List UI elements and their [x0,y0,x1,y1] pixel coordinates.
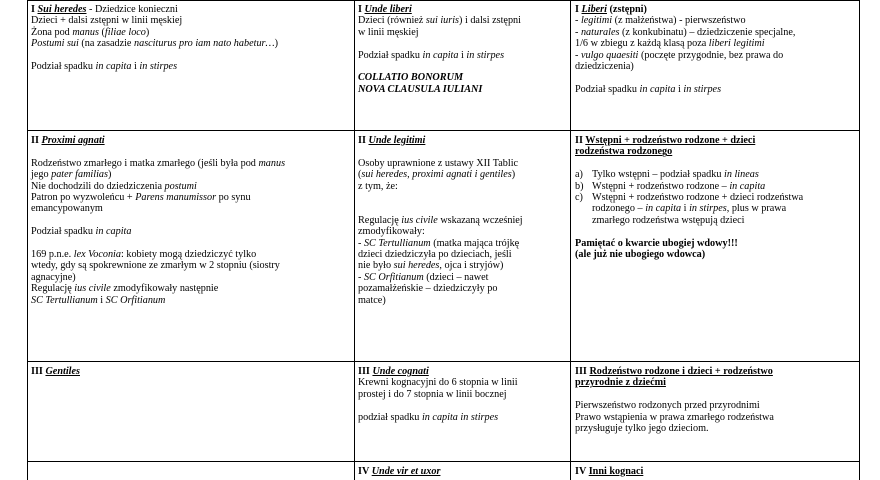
cell-unde-liberi: I Unde liberi Dzieci (również sui iuris) i dalsi zstępni w linii męskiej Podział spadku in capita i in stirpes COLLATIO BONORUM NOVA CLAUSULA IULIANI [358,4,521,95]
list-item: a) Tylko wstępni – podział spadku in lineas [575,169,759,181]
list-item: b) Wstępni + rodzeństwo rodzone – in capita [575,180,766,192]
widow-note: Pamiętać o kwarcie ubogiej wdowy!!! [575,237,738,249]
cell-inni-kognaci: IV Inni kognaci [575,466,644,477]
cell-title: Proximi agnati [41,135,105,146]
cell-title: Liberi [581,4,607,15]
cell-title: Unde liberi [364,4,412,15]
cell-unde-vir-et-uxor: IV Unde vir et uxor [358,466,441,477]
table-border-right [859,0,860,480]
cell-title: Gentiles [45,366,80,377]
cell-title: Unde cognati [372,366,429,377]
cell-title: Wstępni + rodzeństwo rodzone + dzieci [585,135,756,146]
cell-proximi-agnati: II Proximi agnati Rodzeństwo zmarłego i matka zmarłego (jeśli była pod manus jego pater familias) Nie dochodzili do dziedziczenia postumi Patron po wyzwoleńcu + Parens manumissor po synu emancypowanym Podział spadku in capita 169 p.n.e. lex Voconia: kobiety mogą dziedziczyć tylko wtedy, gdy są spokrewnione ze zmarłym w 2 stopniu (siostry agnacyjne) Regulację ius civile zmodyfikowały następnie SC Tertullianum i SC Orfitianum [31,135,286,306]
cell-liberi: I Liberi (zstępni) - legitimi (z małżeństwa) - pierwszeństwo - naturales (z konkubinatu) – dziedziczenie specjalne, 1/6 w zbiegu z każdą klasą poza liberi legitimi - vulgo quaesiti (poczęte przygodnie, bez prawa do dziedziczenia) Podział spadku in capita i in stirpes [575,4,796,95]
table-col-divider-2 [570,0,571,480]
table-row-divider-2 [27,361,860,362]
cell-rodzenstwo-przyrodnie: III Rodzeństwo rodzone i dzieci + rodzeństwo przyrodnie z dziećmi Pierwszeństwo rodzonych przed przyrodnimi Prawo wstąpienia w prawa zmarłego rodzeństwa przysługuje tylko jego dzieciom. [575,366,774,435]
cell-title: Rodzeństwo rodzone i dzieci + rodzeństwo [589,366,773,377]
cell-sui-heredes: I Sui heredes - Dziedzice konieczni Dzieci + dalsi zstępni w linii męskiej Żona pod manus (filiae loco) Postumi sui (na zasadzie nasciturus pro iam nato habetur…) Podział spadku in capita i in stirpes [31,4,278,73]
cell-unde-cognati: III Unde cognati Krewni kognacyjni do 6 stopnia w linii prostej i do 7 stopnia w linii bocznej podział spadku in capita in stirpes [358,366,518,423]
table-row-divider-1 [27,130,860,131]
table-col-divider-1 [354,0,355,480]
cell-title: Unde vir et uxor [371,466,441,477]
table-border-left [27,0,28,480]
table-row-divider-3 [27,461,860,462]
cell-title: Inni kognaci [588,466,644,477]
cell-unde-legitimi: II Unde legitimi Osoby uprawnione z ustawy XII Tablic (sui heredes, proximi agnati i gentiles) z tym, że: Regulację ius civile wskazaną wcześniej zmodyfikowały: - SC Tertullianum (matka mająca trójkę dzieci dziedziczyła po dzieciach, jeśli nie było sui heredes, ojca i stryjów) - SC Orfitianum (dzieci – nawet pozamałżeńskie – dziedziczyły po matce) [358,135,523,306]
table-border-top [27,0,860,1]
cell-wstepni: II Wstępni + rodzeństwo rodzone + dzieci rodzeństwa rodzonego a) Tylko wstępni – podział spadku in lineas b) Wstępni + rodzeństwo rodzone – in capita c) Wstępni + rodzeństwo rodzone + dzieci rodzeństwa rodzonego – in capita i in stirpes, plus w prawa zmarłego rodzeństwa wstępują dzieci Pamiętać o kwarcie ubogiej wdowy!!! (ale już nie ubogiego wdowca) [575,135,804,261]
cell-title: Unde legitimi [368,135,426,146]
cell-title: Sui heredes [37,4,87,15]
cell-gentiles: III Gentiles [31,366,80,377]
list-item: c) Wstępni + rodzeństwo rodzone + dzieci rodzeństwa [575,192,804,204]
